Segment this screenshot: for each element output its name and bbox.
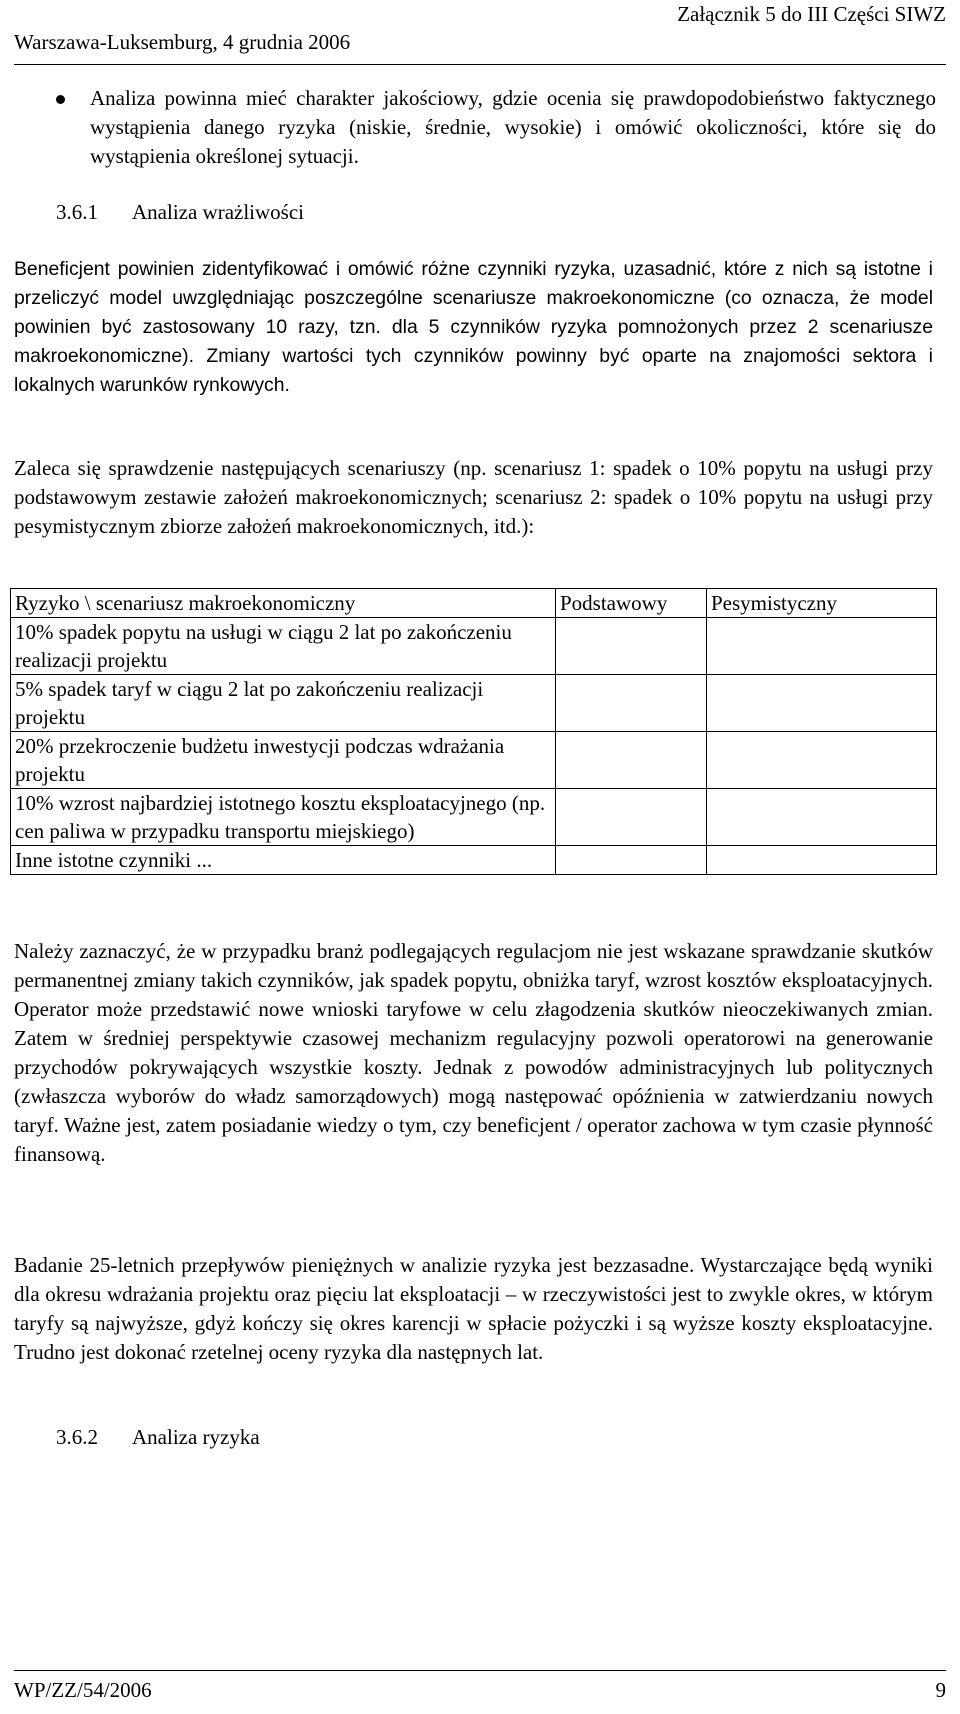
section-number: 3.6.1: [56, 200, 98, 224]
table-row: [11, 675, 937, 732]
table-cell-empty: [707, 618, 937, 675]
table-cell-empty: [707, 846, 937, 875]
table-row: [11, 732, 937, 789]
paragraph-beneficjent: Beneficjent powinien zidentyfikować i omówić różne czynniki ryzyka, uzasadnić, które z nich są istotne i przeliczyć model uwzględniając poszczególne scenariusze makroekonomiczne (co oznacza, że model powinien być zastosowany 10 razy, tzn. dla 5 czynników ryzyka pomnożonych przez 2 scenariusze makroekonomiczne). Zmiany wartości tych czynników powinny być oparte na znajomości sektora i lokalnych warunków rynkowych.: [14, 258, 933, 396]
table-row: [11, 846, 937, 875]
paragraph-nalezy: Należy zaznaczyć, że w przypadku branż podlegających regulacjom nie jest wskazane sprawdzanie skutków permanentnej zmiany takich czynników, jak spadek popytu, obniżka taryf, wzrost kosztów eksploatacyjnych. Operator może przedstawić nowe wnioski taryfowe w celu złagodzenia skutków nieoczekiwanych zmian. Zatem w średniej perspektywie czasowej mechanizm regulacyjny pozwoli operatorowi na generowanie przychodów pokrywających wszystkie koszty. Jednak z powodów administracyjnych lub politycznych (zwłaszcza wyborów do władz samorządowych) mogą następować opóźnienia w zatwierdzaniu nowych taryf. Ważne jest, zatem posiadanie wiedzy o tym, czy beneficjent / operator zachowa w tym czasie płynność finansową.: [14, 939, 933, 1166]
table-header-row: [11, 589, 937, 618]
table-cell: 5% spadek taryf w ciągu 2 lat po zakończeniu realizacji projektu: [11, 675, 556, 732]
table-cell: 20% przekroczenie budżetu inwestycji podczas wdrażania projektu: [11, 732, 556, 789]
paragraph-badanie: Badanie 25-letnich przepływów pieniężnych w analizie ryzyka jest bezzasadne. Wystarczające będą wyniki dla okresu wdrażania projektu oraz pięciu lat eksploatacji – w rzeczywistości jest to zwykle okres, w którym taryfy są najwyższe, gdyż kończy się okres karencji w spłacie pożyczki i są wyższe koszty eksploatacyjne. Trudno jest dokonać rzetelnej oceny ryzyka dla następnych lat.: [14, 1253, 933, 1364]
table-cell-empty: [707, 732, 937, 789]
bullet-dot-icon: [56, 95, 65, 104]
footer-document-code: WP/ZZ/54/2006: [14, 1678, 152, 1702]
table-cell-empty: [707, 789, 937, 846]
table-cell: Inne istotne czynniki ...: [11, 846, 556, 875]
table-cell-empty: [556, 789, 707, 846]
risk-scenario-table: [10, 588, 937, 875]
section-title: Analiza ryzyka: [132, 1425, 260, 1449]
table-cell-empty: [556, 846, 707, 875]
table-row: [11, 789, 937, 846]
table-header-cell: Pesymistyczny: [707, 589, 937, 618]
table-cell: 10% spadek popytu na usługi w ciągu 2 lat po zakończeniu realizacji projektu: [11, 618, 556, 675]
table-header-cell: Ryzyko \ scenariusz makroekonomiczny: [11, 589, 556, 618]
footer-rule: [14, 1670, 946, 1671]
table-row: [11, 618, 937, 675]
table-cell-empty: [556, 675, 707, 732]
footer-page-number: 9: [935, 1678, 946, 1702]
bullet-item: [56, 84, 936, 171]
table-cell-empty: [556, 732, 707, 789]
table-cell: 10% wzrost najbardziej istotnego kosztu eksploatacyjnego (np. cen paliwa w przypadku transportu miejskiego): [11, 789, 556, 846]
table-cell-empty: [556, 618, 707, 675]
table-header-cell: Podstawowy: [556, 589, 707, 618]
header-place-date: Warszawa-Luksemburg, 4 grudnia 2006: [14, 30, 351, 54]
bullet-text: Analiza powinna mieć charakter jakościowy, gdzie ocenia się prawdopodobieństwo faktycznego wystąpienia danego ryzyka (niskie, średnie, wysokie) i omówić okoliczności, które się do wystąpienia określonej sytuacji.: [90, 86, 936, 168]
section-number: 3.6.2: [56, 1425, 98, 1449]
paragraph-zaleca: Zaleca się sprawdzenie następujących scenariuszy (np. scenariusz 1: spadek o 10% popytu na usługi przy podstawowym zestawie założeń makroekonomicznych; scenariusz 2: spadek o 10% popytu na usługi przy pesymistycznym zbiorze założeń makroekonomicznych, itd.):: [14, 456, 933, 538]
header-annex: Załącznik 5 do III Części SIWZ: [677, 2, 946, 26]
section-title: Analiza wrażliwości: [132, 200, 305, 224]
section-heading-3-6-2: [56, 1423, 260, 1452]
section-heading-3-6-1: [56, 198, 304, 227]
header-rule: [14, 64, 946, 65]
table-cell-empty: [707, 675, 937, 732]
